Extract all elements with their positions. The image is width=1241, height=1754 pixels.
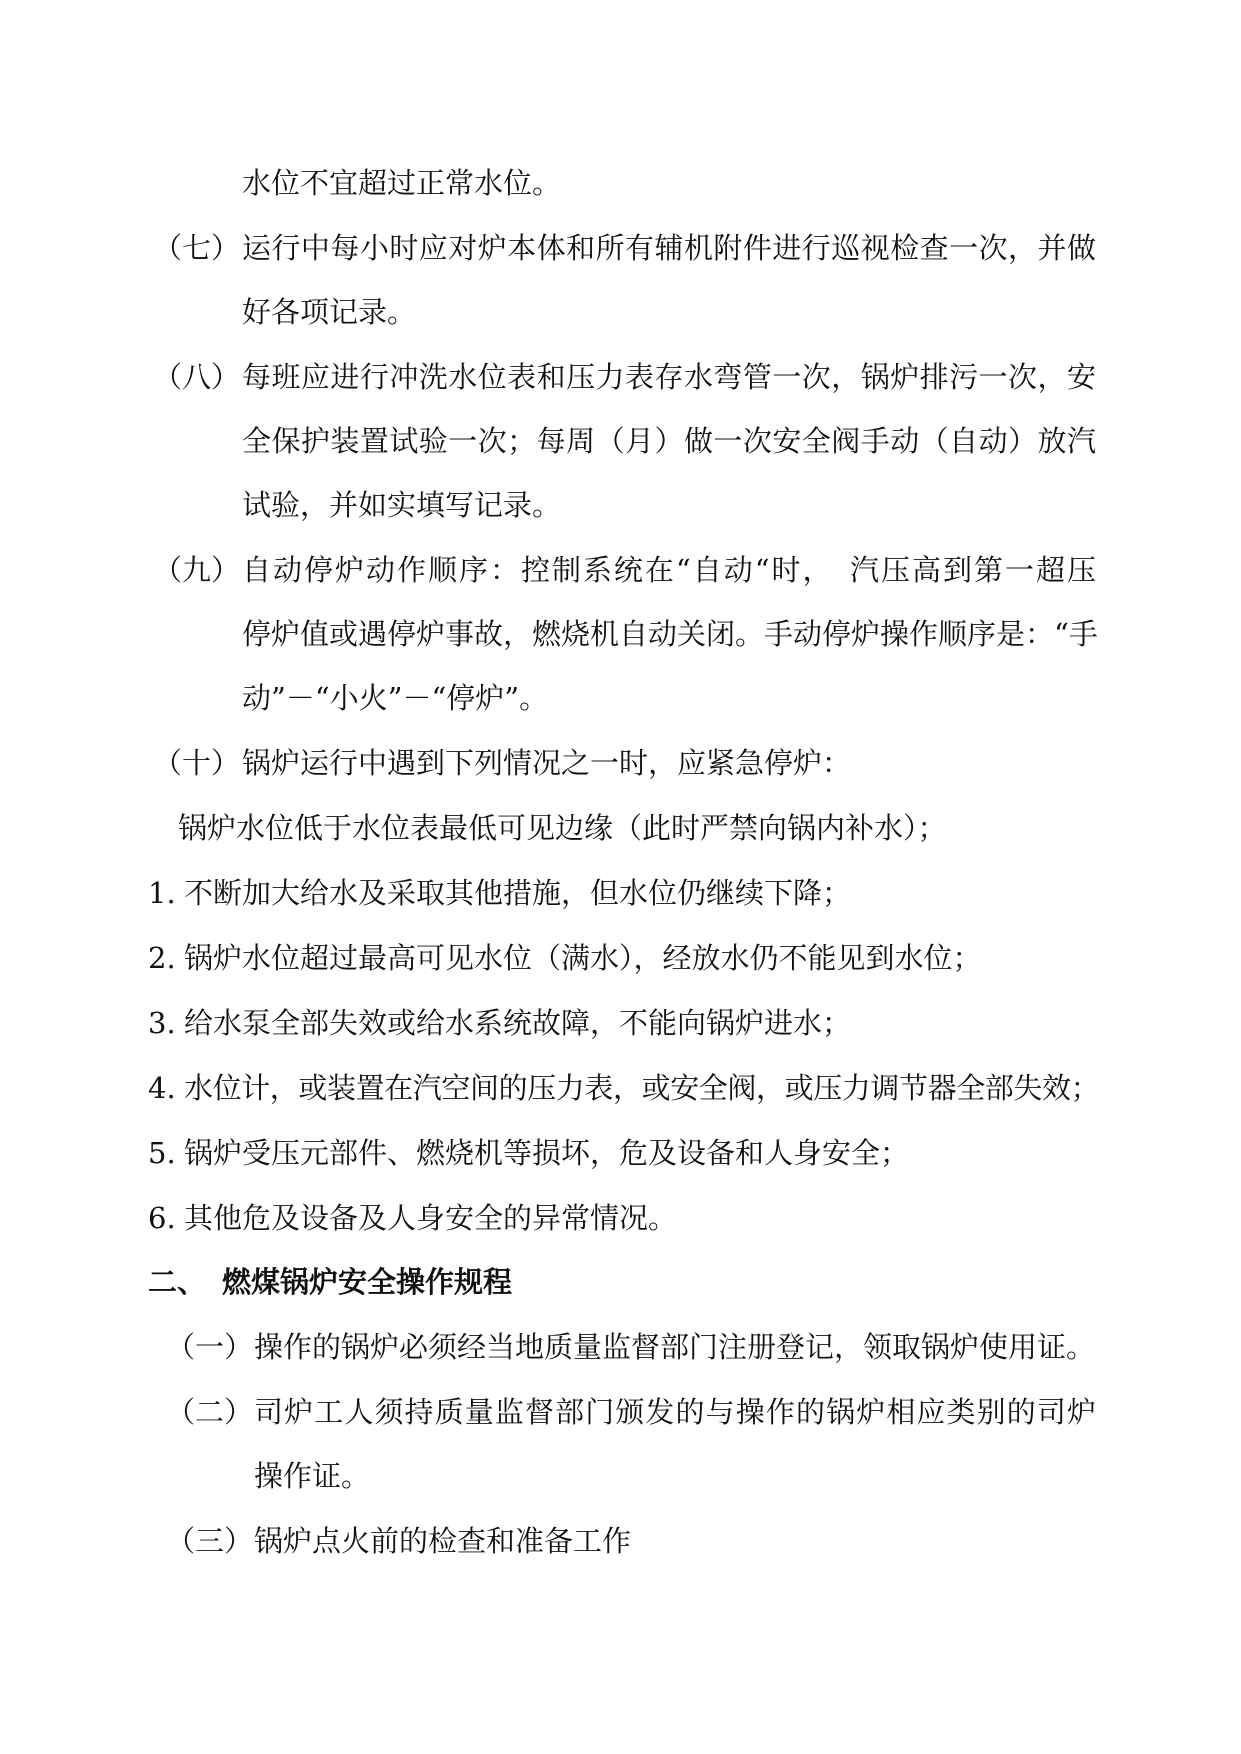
item-marker: （二） [166,1395,254,1429]
item-marker: （一） [166,1330,254,1364]
list-number: 5. [148,1136,176,1170]
continuation-line: 水位不宜超过正常水位。 [242,166,562,200]
item-text-line: 好各项记录。 [242,295,417,329]
item-text-line: 运行中每小时应对炉本体和所有辅机附件进行巡视检查一次，并做 [242,231,1096,265]
list-text: 给水泵全部失效或给水系统故障，不能向锅炉进水； [184,1006,852,1040]
list-text: 其他危及设备及人身安全的异常情况。 [184,1201,678,1235]
item-text-line: 动”－“小火”－“停炉”。 [242,681,549,715]
item-text-line: 操作的锅炉必须经当地质量监督部门注册登记，领取锅炉使用证。 [254,1330,1096,1364]
item-text-line: 停炉值或遇停炉事故，燃烧机自动关闭。手动停炉操作顺序是：“手 [242,617,1098,651]
item-text-line: 司炉工人须持质量监督部门颁发的与操作的锅炉相应类别的司炉 [254,1395,1096,1429]
item-text-line: 全保护装置试验一次；每周（月）做一次安全阀手动（自动）放汽 [242,424,1096,458]
item-text-line: 每班应进行冲洗水位表和压力表存水弯管一次，锅炉排污一次，安 [242,360,1096,394]
section-number: 二、 [148,1265,207,1299]
list-number: 4. [148,1071,176,1105]
item-text-line: 锅炉运行中遇到下列情况之一时，应紧急停炉： [242,746,852,780]
item-marker: （三） [166,1524,254,1558]
item-text-line: 试验，并如实填写记录。 [242,488,562,522]
list-text: 锅炉受压元部件、燃烧机等损坏，危及设备和人身安全； [184,1136,910,1170]
item-text-line: 自动停炉动作顺序：控制系统在“自动“时， 汽压高到第一超压 [242,553,1096,587]
item-text-line: 操作证。 [254,1459,371,1493]
item-marker: （七） [153,231,241,265]
list-number: 6. [148,1201,176,1235]
list-text: 锅炉水位超过最高可见水位（满水），经放水仍不能见到水位； [184,941,982,975]
list-number: 1. [148,876,176,910]
list-number: 2. [148,941,176,975]
item-marker: （九） [153,553,241,587]
item-marker: （十） [153,746,241,780]
item-marker: （八） [153,360,241,394]
item-text-line: 锅炉点火前的检查和准备工作 [254,1524,632,1558]
section-title: 燃煤锅炉安全操作规程 [222,1265,513,1299]
list-text: 水位计，或装置在汽空间的压力表，或安全阀，或压力调节器全部失效； [184,1071,1100,1105]
emergency-intro: 锅炉水位低于水位表最低可见边缘（此时严禁向锅内补水）； [178,811,947,845]
list-text: 不断加大给水及采取其他措施，但水位仍继续下降； [184,876,852,910]
list-number: 3. [148,1006,176,1040]
